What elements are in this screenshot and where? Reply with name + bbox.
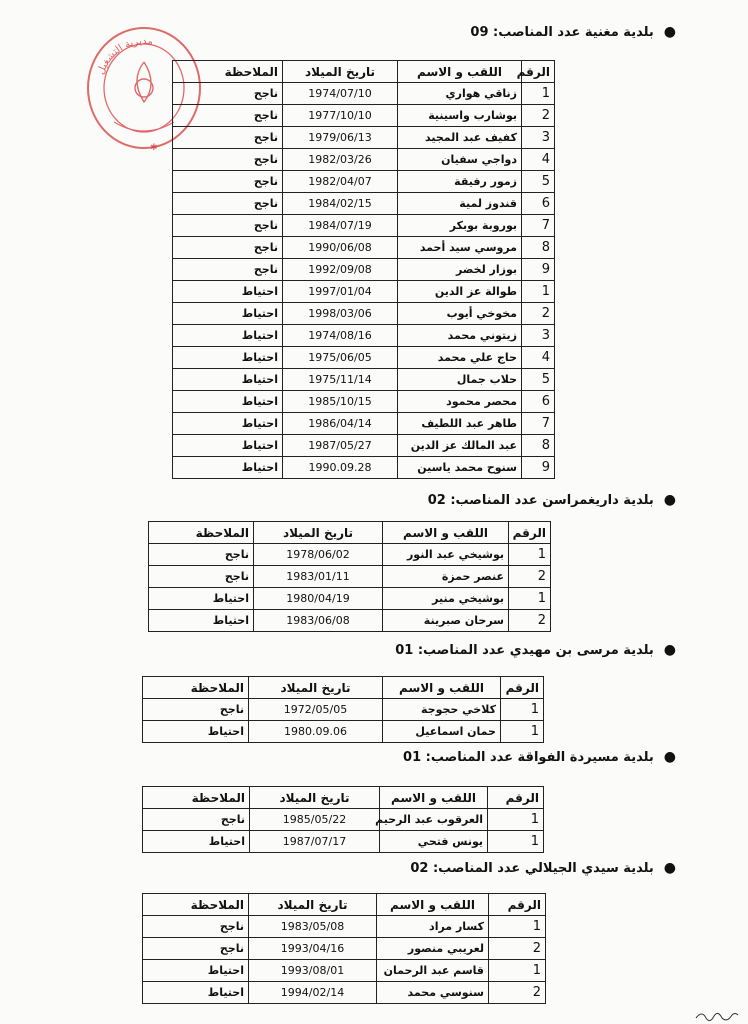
row-birthdate: 1992/09/08: [283, 259, 398, 281]
bullet-icon: ●: [663, 24, 676, 40]
table-row: [173, 347, 555, 369]
table-row: [143, 960, 546, 982]
row-number: 5: [522, 171, 555, 193]
row-birthdate: 1983/06/08: [254, 610, 383, 632]
row-note: احتياط: [143, 831, 250, 853]
table-row: [173, 435, 555, 457]
section-title-marsa-ben-mhidi: ●بلدية مرسى بن مهيدي عدد المناصب: 01: [395, 642, 676, 658]
row-note: ناجح: [173, 193, 283, 215]
row-number: 1: [488, 831, 544, 853]
row-number: 1: [509, 588, 551, 610]
bullet-icon: ●: [663, 860, 676, 876]
row-name: محصر محمود: [398, 391, 522, 413]
stamp-text: مديرية التشغيل: [95, 35, 154, 77]
row-number: 1: [501, 699, 544, 721]
row-number: 7: [522, 215, 555, 237]
row-number: 9: [522, 259, 555, 281]
table-header-row: [149, 522, 551, 544]
row-note: ناجح: [143, 809, 250, 831]
row-birthdate: 1978/06/02: [254, 544, 383, 566]
row-birthdate: 1987/07/17: [250, 831, 380, 853]
signature-mark: [694, 1008, 740, 1022]
table-row: [149, 588, 551, 610]
row-name: حاج علي محمد: [398, 347, 522, 369]
row-number: 1: [522, 83, 555, 105]
table-row: [149, 610, 551, 632]
row-name: عبد المالك عز الدين: [398, 435, 522, 457]
table-row: [149, 544, 551, 566]
row-note: ناجح: [143, 699, 249, 721]
table-row: [173, 259, 555, 281]
row-number: 9: [522, 457, 555, 479]
header-note: الملاحظة: [143, 677, 249, 699]
row-birthdate: 1980.09.06: [249, 721, 383, 743]
table-row: [173, 83, 555, 105]
row-note: احتياط: [173, 347, 283, 369]
row-name: لعريبي منصور: [377, 938, 489, 960]
header-note: الملاحظة: [173, 61, 283, 83]
row-name: كفيف عبد المجيد: [398, 127, 522, 149]
section-title-msirda-fouaga: ●بلدية مسيردة الفواقة عدد المناصب: 01: [403, 749, 676, 765]
header-dob: تاريخ الميلاد: [249, 894, 377, 916]
row-birthdate: 1974/08/16: [283, 325, 398, 347]
row-birthdate: 1983/01/11: [254, 566, 383, 588]
row-note: احتياط: [143, 721, 249, 743]
row-birthdate: 1975/11/14: [283, 369, 398, 391]
row-name: قاسم عبد الرحمان: [377, 960, 489, 982]
row-birthdate: 1990/06/08: [283, 237, 398, 259]
bullet-icon: ●: [663, 492, 676, 508]
row-note: احتياط: [173, 325, 283, 347]
row-number: 1: [509, 544, 551, 566]
row-name: العرقوب عبد الرحيم: [380, 809, 488, 831]
row-note: ناجح: [173, 105, 283, 127]
table-header-row: [143, 787, 544, 809]
row-name: يونس فتحي: [380, 831, 488, 853]
row-note: احتياط: [173, 391, 283, 413]
header-dob: تاريخ الميلاد: [254, 522, 383, 544]
row-birthdate: 1997/01/04: [283, 281, 398, 303]
row-number: 3: [522, 127, 555, 149]
table-row: [173, 369, 555, 391]
row-name: بوشارب واسينية: [398, 105, 522, 127]
row-note: احتياط: [149, 610, 254, 632]
row-name: سرحان صبرينة: [383, 610, 509, 632]
row-number: 1: [522, 281, 555, 303]
row-number: 4: [522, 149, 555, 171]
row-name: قندوز لمية: [398, 193, 522, 215]
table-maghnia: [172, 60, 555, 479]
table-sidi-djillali: [142, 893, 546, 1004]
section-title-dar-yaghmouracene: ●بلدية داريغمراسن عدد المناصب: 02: [427, 492, 676, 508]
row-birthdate: 1983/05/08: [249, 916, 377, 938]
row-name: بوشيخي عبد النور: [383, 544, 509, 566]
row-name: بوروبة بوبكر: [398, 215, 522, 237]
header-name: اللقب و الاسم: [383, 522, 509, 544]
table-header-row: [143, 677, 544, 699]
row-note: ناجح: [173, 215, 283, 237]
row-birthdate: 1985/10/15: [283, 391, 398, 413]
table-row: [143, 831, 544, 853]
header-dob: تاريخ الميلاد: [250, 787, 380, 809]
row-birthdate: 1984/02/15: [283, 193, 398, 215]
row-birthdate: 1986/04/14: [283, 413, 398, 435]
row-note: احتياط: [173, 369, 283, 391]
row-birthdate: 1972/05/05: [249, 699, 383, 721]
row-birthdate: 1998/03/06: [283, 303, 398, 325]
table-row: [143, 699, 544, 721]
header-note: الملاحظة: [143, 894, 249, 916]
table-row: [173, 215, 555, 237]
header-note: الملاحظة: [149, 522, 254, 544]
table-row: [173, 325, 555, 347]
header-num: الرقم: [488, 787, 544, 809]
row-note: ناجح: [149, 544, 254, 566]
header-name: اللقب و الاسم: [398, 61, 522, 83]
row-number: 1: [488, 809, 544, 831]
row-number: 3: [522, 325, 555, 347]
table-row: [173, 127, 555, 149]
row-number: 2: [509, 610, 551, 632]
row-name: دواجي سفيان: [398, 149, 522, 171]
row-number: 2: [489, 938, 546, 960]
row-name: زناقي هواري: [398, 83, 522, 105]
table-row: [149, 566, 551, 588]
row-birthdate: 1975/06/05: [283, 347, 398, 369]
row-name: مخوخي أيوب: [398, 303, 522, 325]
table-msirda-fouaga: [142, 786, 544, 853]
table-row: [173, 457, 555, 479]
row-note: ناجح: [173, 237, 283, 259]
row-name: زيتوني محمد: [398, 325, 522, 347]
row-number: 7: [522, 413, 555, 435]
row-number: 2: [509, 566, 551, 588]
row-birthdate: 1974/07/10: [283, 83, 398, 105]
row-note: ناجح: [149, 566, 254, 588]
row-birthdate: 1985/05/22: [250, 809, 380, 831]
table-row: [173, 303, 555, 325]
row-name: بوزار لخضر: [398, 259, 522, 281]
table-row: [143, 721, 544, 743]
svg-text:مديرية التشغيل: [95, 36, 153, 76]
row-name: كسار مراد: [377, 916, 489, 938]
row-note: احتياط: [173, 281, 283, 303]
header-num: الرقم: [509, 522, 551, 544]
row-number: 8: [522, 237, 555, 259]
row-number: 6: [522, 391, 555, 413]
row-birthdate: 1994/02/14: [249, 982, 377, 1004]
bullet-icon: ●: [663, 749, 676, 765]
table-row: [173, 105, 555, 127]
row-name: بوشيخي منير: [383, 588, 509, 610]
row-note: احتياط: [173, 303, 283, 325]
section-title-maghnia: ●بلدية مغنية عدد المناصب: 09: [470, 24, 676, 40]
row-note: احتياط: [143, 982, 249, 1004]
table-dar-yaghmouracene: [148, 521, 551, 632]
row-note: ناجح: [143, 916, 249, 938]
table-row: [173, 149, 555, 171]
row-birthdate: 1990.09.28: [283, 457, 398, 479]
svg-text:✱: ✱: [150, 143, 158, 153]
row-name: كلاخي حجوجة: [383, 699, 501, 721]
row-name: مروسي سيد أحمد: [398, 237, 522, 259]
row-note: احتياط: [143, 960, 249, 982]
section-title-sidi-djillali: ●بلدية سيدي الجيلالي عدد المناصب: 02: [410, 860, 676, 876]
table-row: [143, 982, 546, 1004]
row-number: 6: [522, 193, 555, 215]
row-birthdate: 1993/04/16: [249, 938, 377, 960]
row-note: احتياط: [149, 588, 254, 610]
row-birthdate: 1987/05/27: [283, 435, 398, 457]
table-row: [173, 193, 555, 215]
row-note: ناجح: [143, 938, 249, 960]
table-row: [173, 391, 555, 413]
row-note: احتياط: [173, 457, 283, 479]
row-birthdate: 1977/10/10: [283, 105, 398, 127]
header-num: الرقم: [489, 894, 546, 916]
row-birthdate: 1979/06/13: [283, 127, 398, 149]
table-row: [173, 281, 555, 303]
row-name: طوالة عز الدين: [398, 281, 522, 303]
header-note: الملاحظة: [143, 787, 250, 809]
row-birthdate: 1982/04/07: [283, 171, 398, 193]
table-header-row: [143, 894, 546, 916]
row-birthdate: 1993/08/01: [249, 960, 377, 982]
row-note: ناجح: [173, 149, 283, 171]
bullet-icon: ●: [663, 642, 676, 658]
row-name: سنوح محمد ياسين: [398, 457, 522, 479]
table-row: [143, 809, 544, 831]
row-number: 4: [522, 347, 555, 369]
row-note: ناجح: [173, 127, 283, 149]
row-number: 8: [522, 435, 555, 457]
row-birthdate: 1982/03/26: [283, 149, 398, 171]
table-row: [143, 916, 546, 938]
row-name: عنصر حمزة: [383, 566, 509, 588]
table-row: [173, 171, 555, 193]
row-number: 1: [489, 916, 546, 938]
row-number: 2: [522, 303, 555, 325]
row-name: سنوسي محمد: [377, 982, 489, 1004]
header-num: الرقم: [522, 61, 555, 83]
row-note: احتياط: [173, 413, 283, 435]
table-row: [143, 938, 546, 960]
row-note: ناجح: [173, 259, 283, 281]
header-name: اللقب و الاسم: [383, 677, 501, 699]
header-name: اللقب و الاسم: [377, 894, 489, 916]
table-row: [173, 413, 555, 435]
row-name: طاهر عبد اللطيف: [398, 413, 522, 435]
row-birthdate: 1984/07/19: [283, 215, 398, 237]
header-name: اللقب و الاسم: [380, 787, 488, 809]
row-number: 1: [501, 721, 544, 743]
row-name: حلاب جمال: [398, 369, 522, 391]
row-number: 2: [522, 105, 555, 127]
header-dob: تاريخ الميلاد: [283, 61, 398, 83]
row-birthdate: 1980/04/19: [254, 588, 383, 610]
header-dob: تاريخ الميلاد: [249, 677, 383, 699]
table-marsa-ben-mhidi: [142, 676, 544, 743]
row-name: زمور رفيقة: [398, 171, 522, 193]
row-name: حمان اسماعيل: [383, 721, 501, 743]
row-number: 1: [489, 960, 546, 982]
row-number: 2: [489, 982, 546, 1004]
row-number: 5: [522, 369, 555, 391]
row-note: احتياط: [173, 435, 283, 457]
row-note: ناجح: [173, 171, 283, 193]
table-header-row: [173, 61, 555, 83]
table-row: [173, 237, 555, 259]
row-note: ناجح: [173, 83, 283, 105]
header-num: الرقم: [501, 677, 544, 699]
